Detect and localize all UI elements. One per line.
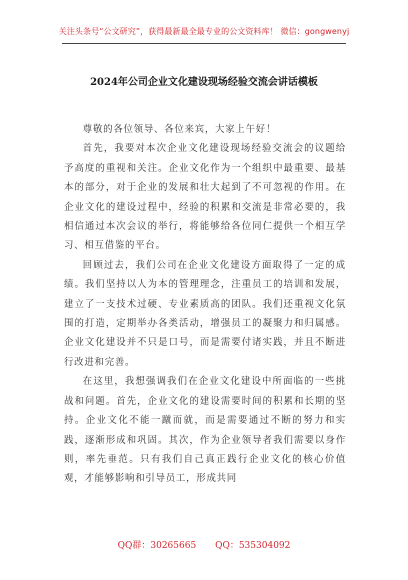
footer-contact: [0, 538, 408, 551]
greeting-paragraph: 尊敬的各位领导、各位来宾，大家上午好！: [82, 124, 277, 135]
body-paragraph: 回顾过去，我们公司在企业文化建设方面取得了一定的成绩。我们坚持以人为本的管理理念，注重员工的培训和发展，建立了一支技术过硬、专业素质高的团队。我们还重视文化氛围的打造，定期举办各类活动，增强员工的凝聚力和归属感。企业文化建设并不只是口号，而是需要付诸实践，并且不断进行改进和完善。: [64, 259, 346, 368]
footer-qq: QQ：535304092: [215, 541, 291, 551]
header-divider: [62, 43, 346, 44]
body-paragraph: 首先，我要对本次企业文化建设现场经验交流会的议题给予高度的重视和关注。企业文化作为一个组织中最重要、最基本的部分，对于企业的发展和壮大起到了不可忽视的作用。在企业文化的建设过程中，经验的积累和交流是非常必要的，我相信通过本次会议的举行，将能够给各位同仁提供一个相互学习、相互借鉴的平台。: [64, 143, 346, 252]
footer-qq-group: QQ群：30265665: [117, 541, 197, 551]
document-title: 2024年公司企业文化建设现场经验交流会讲话模板: [90, 77, 318, 88]
document-body: [64, 120, 346, 489]
header-banner: 关注头条号“公文研究”，获得最新最全最专业的公文资料库！ 微信：gongwenyj: [58, 27, 350, 36]
body-paragraph: 在这里，我想强调我们在企业文化建设中所面临的一些挑战和问题。首先，企业文化的建设需要时间的积累和长期的坚持。企业文化不能一蹴而就，而是需要通过不断的努力和实践，逐渐形成和巩固。其次，作为企业领导者我们需要以身作则，率先垂范。只有我们自己真正践行企业文化的核心价值观，才能够影响和引导员工，形成共同: [64, 376, 346, 485]
